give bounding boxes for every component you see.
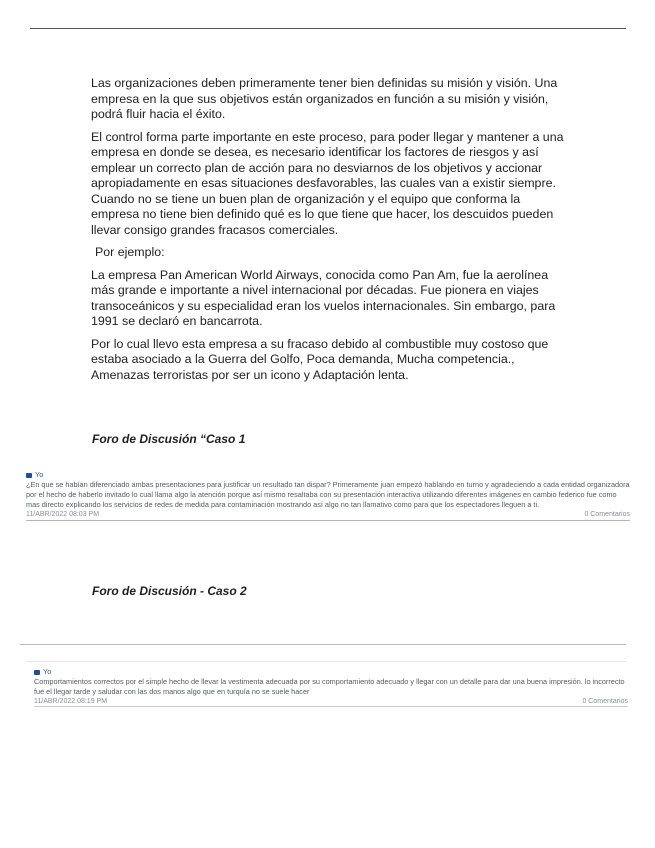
forum-heading-caso-1: Foro de Discusión “Caso 1 [92,432,246,446]
post-text: Comportamientos correctos por el simple hecho de llevar la vestimenta adecuada por su comportamiento adecuado y llegar con un detalle para dar una buena impresión. lo incorrecto fue el llegar tarde y saludar con las dos manos algo que en turquía no se suele hacer [34,677,625,696]
paragraph: El control forma parte importante en este proceso, para poder llegar y mantener a una empresa en donde se desea, es necesario identificar los factores de riesgos y así emplear un correcto plan de acción para no desviarnos de los objetivos y accionar apropiadamente en esas situaciones desfavorables, las cuales van a existir siempre. Cuando no se tiene un buen plan de organización y el equipo que conforma la empresa no tiene bien definido qué es lo que tiene que hacer, los descuidos pueden llevar consigo grandes fracasos comerciales. [91,129,564,237]
post-meta [26,510,630,519]
forum-post-caso-2 [34,667,628,707]
comment-icon [26,473,32,478]
forum-heading-caso-2: Foro de Discusión - Caso 2 [92,584,247,598]
post-author[interactable] [26,470,630,480]
paragraph: Las organizaciones deben primeramente tener bien definidas su misión y visión. Una empresa en la que sus objetivos están organizados en función a su misión y visión, podrá fluir hacia el éxito. [91,76,558,121]
section-divider [20,644,626,645]
essay-body [91,76,571,390]
comments-link[interactable]: 0 Comentarios [584,511,630,518]
post-date: 11/ABR/2022 08:19 PM [34,698,108,705]
paragraph: Por ejemplo: [95,245,165,259]
comment-icon [34,670,40,675]
author-name: Yo [43,667,52,676]
post-text: ¿En que se habían diferenciado ambas presentaciones para justificar un resultado tan dispar? Primeramente juan empezó hablando en turno y agradeciendo a cada entidad organizadora por el hecho de haberlo invitado lo cual llama algo la atención porque así mismo resaltaba con su presentación interactiva utilizando diferentes imágenes en cambio federico fue como mas directo explicando los servicios de redes de medida para contaminación mostrando así algo no tan llamativo como para que los espectadores lleguen a ti. [26,480,630,509]
post-author[interactable] [34,667,628,677]
author-name: Yo [35,470,44,479]
paragraph: Por lo cual llevo esta empresa a su fracaso debido al combustible muy costoso que estaba asociado a la Guerra del Golfo, Poca demanda, Mucha competencia., Amenazas terroristas por ser un icono y Adaptación lenta. [91,336,549,382]
comments-link[interactable]: 0 Comentarios [582,698,628,705]
forum-post-caso-1 [26,470,630,521]
card-divider [26,661,626,662]
post-date: 11/ABR/2022 08:03 PM [26,511,100,518]
post-meta [34,697,628,706]
top-divider [30,28,626,29]
paragraph: La empresa Pan American World Airways, conocida como Pan Am, fue la aerolínea más grande e importante a nivel internacional por décadas. Fue pionera en viajes transoceánicos y su especialidad eran los vuelos internacionales. Sin embargo, para 1991 se declaró en bancarrota. [91,267,556,328]
